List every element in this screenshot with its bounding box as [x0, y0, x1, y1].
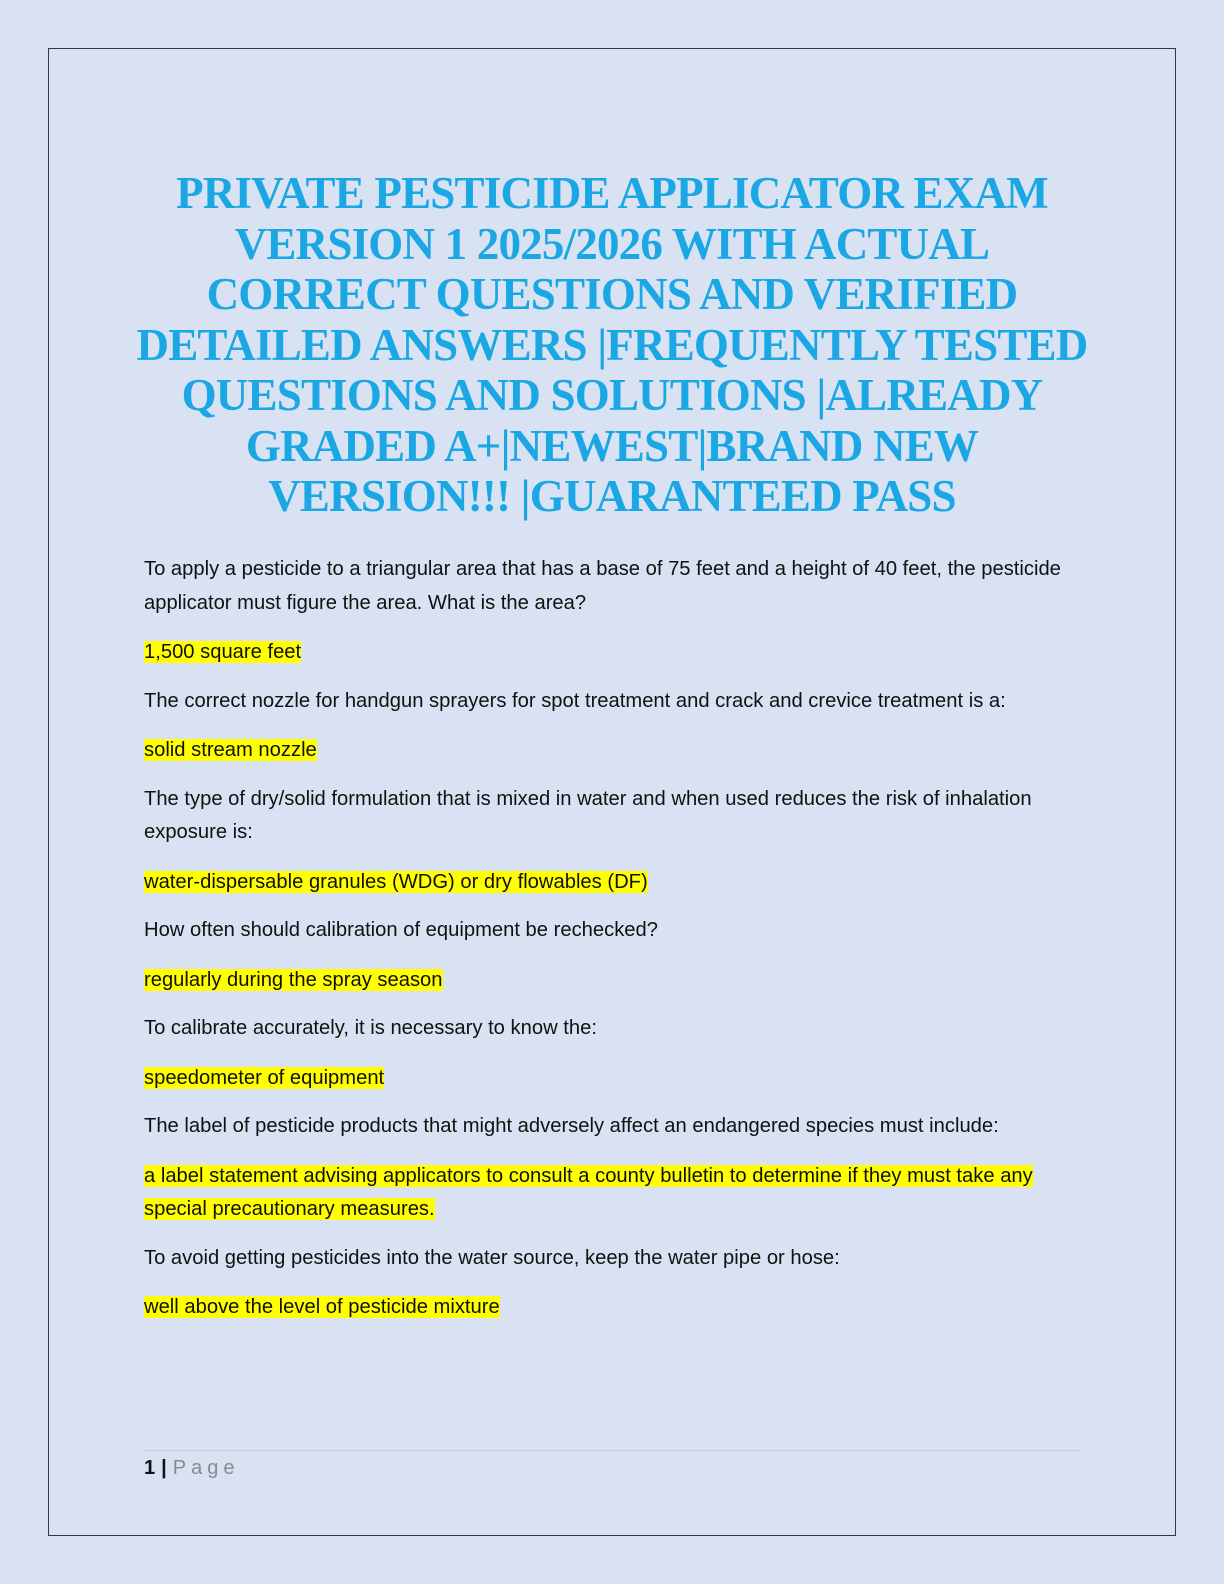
answer-highlight: speedometer of equipment [144, 1066, 385, 1089]
footer-separator: | [161, 1457, 167, 1479]
answer-1 [144, 636, 1084, 670]
question-3: The type of dry/solid formulation that is mixed in water and when used reduces the risk of inhalation exposure is: [144, 787, 1032, 843]
answer-5 [144, 1062, 1084, 1096]
document-title: PRIVATE PESTICIDE APPLICATOR EXAM VERSION 1 2025/2026 WITH ACTUAL CORRECT QUESTIONS AND VERIFIED DETAILED ANSWERS |FREQUENTLY TESTED QUESTIONS AND SOLUTIONS |ALREADY GRADED A+|NEWEST|BRAND NEW VERSION!!! |GUARANTEED PASS [136, 168, 1088, 521]
answer-highlight: 1,500 square feet [144, 641, 302, 663]
answer-highlight: water-dispersable granules (WDG) or dry flowables (DF) [144, 870, 648, 893]
question-5: To calibrate accurately, it is necessary to know the: [144, 1017, 597, 1039]
question-6: The label of pesticide products that might adversely affect an endangered species must include: [144, 1115, 999, 1137]
page-footer [144, 1457, 239, 1480]
question-7: To avoid getting pesticides into the water source, keep the water pipe or hose: [144, 1246, 840, 1269]
question-2: The correct nozzle for handgun sprayers for spot treatment and crack and crevice treatment is a: [144, 689, 1006, 712]
footer-divider [144, 1450, 1080, 1451]
answer-3 [144, 866, 1084, 900]
answer-highlight: a label statement advising applicators to consult a county bulletin to determine if they must take any special precautionary measures. [144, 1164, 1033, 1220]
page-number: 1 [144, 1457, 156, 1479]
answer-2 [144, 734, 1084, 768]
answer-7 [144, 1291, 1084, 1325]
answer-highlight: regularly during the spray season [144, 968, 443, 991]
answer-4 [144, 964, 1084, 998]
question-4: How often should calibration of equipment be rechecked? [144, 919, 658, 941]
answer-highlight: solid stream nozzle [144, 739, 317, 761]
qa-list [144, 553, 1084, 1340]
answer-6 [144, 1160, 1084, 1227]
question-1: To apply a pesticide to a triangular area that has a base of 75 feet and a height of 40 feet, the pesticide applicator must figure the area. What is the area? [144, 558, 1061, 614]
answer-highlight: well above the level of pesticide mixture [144, 1296, 500, 1318]
page-label: Page [172, 1457, 240, 1479]
